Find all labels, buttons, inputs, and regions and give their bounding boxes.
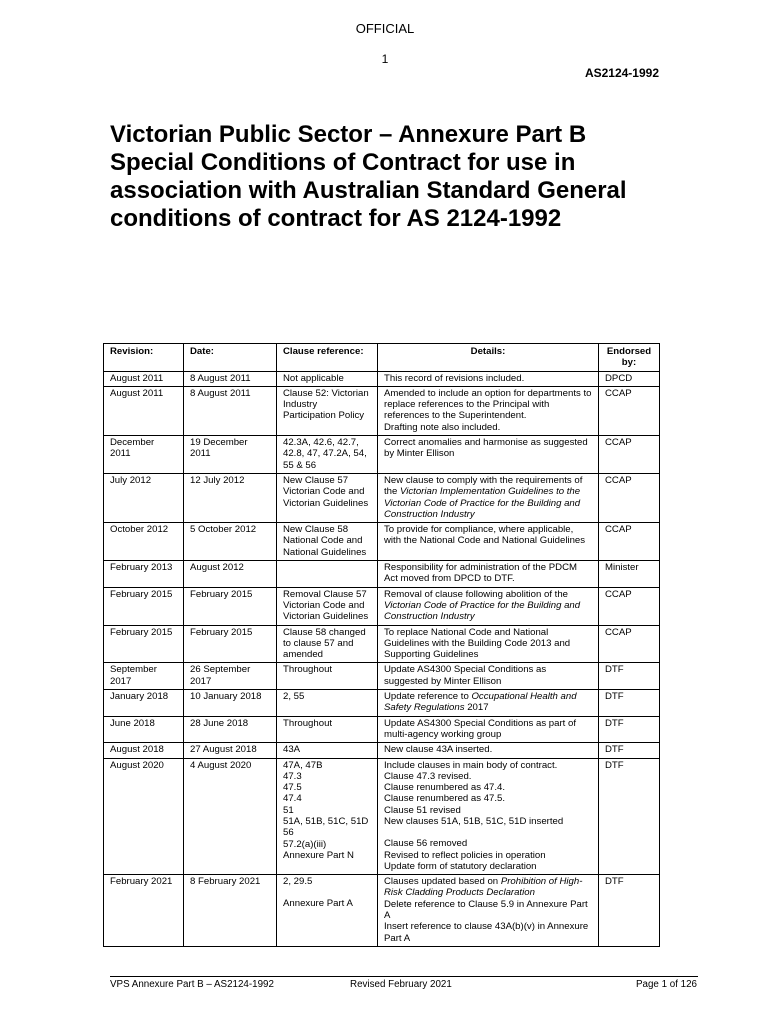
details-text: Correct anomalies and harmonise as suggested by Minter Ellison	[384, 437, 588, 460]
details-line: Update form of statutory declaration	[384, 860, 537, 872]
details-cell	[378, 473, 599, 522]
table-row	[104, 386, 660, 435]
revision-cell: January 2018	[104, 690, 184, 717]
details-text: This record of revisions included.	[384, 372, 525, 384]
clause-reference-cell	[277, 523, 378, 561]
endorsed-by-cell: CCAP	[599, 436, 660, 474]
revision-cell: February 2015	[104, 587, 184, 625]
table-row	[104, 716, 660, 743]
revision-cell: August 2011	[104, 371, 184, 386]
details-cell	[378, 386, 599, 435]
column-header-date: Date:	[184, 344, 277, 372]
details-cell	[378, 625, 599, 663]
details-paragraph	[384, 373, 592, 384]
details-line: Clause renumbered as 47.4.	[384, 782, 506, 794]
clause-reference-cell	[277, 690, 378, 717]
clause-reference-cell	[277, 716, 378, 743]
date-cell: 8 August 2011	[184, 371, 277, 386]
details-text: New clause 43A inserted.	[384, 744, 493, 756]
table-row	[104, 758, 660, 875]
date-cell: February 2015	[184, 587, 277, 625]
details-line: Clause 47.3 revised.	[384, 770, 472, 782]
details-paragraph	[384, 744, 592, 755]
clause-reference-line: 47.5	[283, 782, 302, 794]
table-row	[104, 561, 660, 588]
date-cell: 10 January 2018	[184, 690, 277, 717]
details-text: Update AS4300 Special Conditions as suggested by Minter Ellison	[384, 664, 547, 687]
details-line: Include clauses in main body of contract.	[384, 759, 558, 771]
date-cell: 28 June 2018	[184, 716, 277, 743]
date-cell: August 2012	[184, 561, 277, 588]
footer-page-count: Page 1 of 126	[635, 979, 697, 990]
details-paragraph	[384, 664, 592, 687]
table-row	[104, 371, 660, 386]
details-text: 2017	[464, 702, 489, 714]
table-row	[104, 625, 660, 663]
revision-history-table	[103, 343, 660, 947]
details-paragraph	[384, 562, 592, 585]
table-row	[104, 875, 660, 947]
clause-reference-cell	[277, 436, 378, 474]
details-cell	[378, 875, 599, 947]
date-cell: 12 July 2012	[184, 473, 277, 522]
clause-reference-line: 47.4	[283, 793, 302, 805]
page-number: 1	[381, 52, 389, 66]
details-text: To replace National Code and National Guidelines with the Building Code 2013 and Supporting Guidelines	[384, 626, 571, 661]
details-text: New clause to comply with the requirements of the	[384, 474, 583, 498]
endorsed-by-cell: CCAP	[599, 473, 660, 522]
details-line: Revised to reflect policies in operation	[384, 849, 546, 861]
column-header-clause-reference: Clause reference:	[277, 344, 378, 372]
details-text: Update reference to	[384, 691, 472, 703]
document-reference: AS2124-1992	[584, 66, 659, 80]
clause-reference-cell	[277, 386, 378, 435]
footer-document-name: VPS Annexure Part B – AS2124-1992	[110, 979, 274, 990]
table-row	[104, 473, 660, 522]
revision-cell: February 2015	[104, 625, 184, 663]
document-title: Victorian Public Sector – Annexure Part B Special Conditions of Contract for use in association with Australian Standard General conditions of contract for AS 2124-1992	[110, 121, 627, 232]
clause-reference-cell	[277, 758, 378, 875]
table-row	[104, 587, 660, 625]
details-line	[384, 827, 592, 838]
clause-reference-line: Clause 58 changed to clause 57 and amended	[283, 626, 366, 661]
clause-reference-line: 51	[283, 804, 294, 816]
table-row	[104, 743, 660, 758]
table-row	[104, 436, 660, 474]
date-cell: 8 August 2011	[184, 386, 277, 435]
date-cell: 8 February 2021	[184, 875, 277, 947]
details-paragraph	[384, 589, 592, 623]
footer-divider	[110, 976, 698, 977]
revision-cell: July 2012	[104, 473, 184, 522]
details-paragraph	[384, 475, 592, 520]
clause-reference-cell	[277, 473, 378, 522]
table-header-row	[104, 344, 660, 372]
date-cell: February 2015	[184, 625, 277, 663]
table-row	[104, 523, 660, 561]
endorsed-by-cell: CCAP	[599, 386, 660, 435]
clause-reference-line: 57.2(a)(iii)	[283, 838, 327, 850]
details-paragraph	[384, 691, 592, 714]
details-line: Delete reference to Clause 5.9 in Annexure Part A	[384, 898, 588, 922]
endorsed-by-cell: CCAP	[599, 523, 660, 561]
details-cell	[378, 561, 599, 588]
endorsed-by-cell: DTF	[599, 663, 660, 690]
column-header-details: Details:	[378, 344, 599, 372]
details-text: To provide for compliance, where applicable, with the National Code and National Guidelines	[384, 524, 586, 547]
details-text: Victorian Implementation Guidelines to the Victorian Code of Practice for the Building and Construction Industry	[384, 486, 581, 520]
details-cell	[378, 743, 599, 758]
endorsed-by-cell: DTF	[599, 743, 660, 758]
clause-reference-line: New Clause 58 National Code and National Guidelines	[283, 524, 367, 558]
clause-reference-line: Annexure Part A	[283, 898, 353, 910]
details-line: Amended to include an option for departments to replace references to the Principal with references to the Superintendent.	[384, 387, 592, 422]
clause-reference-line: 2, 29.5	[283, 876, 313, 888]
endorsed-by-cell: Minister	[599, 561, 660, 588]
footer-revision-date: Revised February 2021	[350, 979, 452, 990]
clause-reference-cell	[277, 587, 378, 625]
column-header-revision: Revision:	[104, 344, 184, 372]
classification-label: OFFICIAL	[355, 21, 415, 36]
details-cell	[378, 758, 599, 875]
details-paragraph	[384, 876, 592, 899]
clause-reference-line: 56	[283, 827, 294, 839]
column-header-endorsed-by: Endorsed by:	[599, 344, 660, 372]
date-cell: 19 December 2011	[184, 436, 277, 474]
table-body	[104, 371, 660, 946]
revision-cell: August 2018	[104, 743, 184, 758]
details-cell	[378, 690, 599, 717]
details-text: Update AS4300 Special Conditions as part of multi-agency working group	[384, 717, 577, 740]
details-text: Clauses updated based on	[384, 876, 501, 888]
revision-cell: August 2020	[104, 758, 184, 875]
clause-reference-line: Removal Clause 57 Victorian Code and Victorian Guidelines	[283, 588, 369, 623]
details-cell	[378, 523, 599, 561]
date-cell: 4 August 2020	[184, 758, 277, 875]
endorsed-by-cell: CCAP	[599, 587, 660, 625]
clause-reference-line: 43A	[283, 744, 301, 756]
date-cell: 27 August 2018	[184, 743, 277, 758]
date-cell: 5 October 2012	[184, 523, 277, 561]
revision-cell: February 2013	[104, 561, 184, 588]
details-line: Drafting note also included.	[384, 421, 501, 433]
endorsed-by-cell: DTF	[599, 875, 660, 947]
details-line: Clause 56 removed	[384, 838, 468, 850]
details-line: Clause renumbered as 47.5.	[384, 793, 506, 805]
endorsed-by-cell: CCAP	[599, 625, 660, 663]
clause-reference-line	[283, 887, 371, 898]
clause-reference-line: 47A, 47B	[283, 759, 323, 771]
endorsed-by-cell: DPCD	[599, 371, 660, 386]
endorsed-by-cell: DTF	[599, 716, 660, 743]
details-cell	[378, 371, 599, 386]
clause-reference-cell	[277, 663, 378, 690]
details-text: Prohibition of High-Risk Cladding Products Declaration	[384, 876, 583, 899]
revision-cell: February 2021	[104, 875, 184, 947]
clause-reference-line: Throughout	[283, 664, 333, 676]
details-cell	[378, 663, 599, 690]
revision-cell: October 2012	[104, 523, 184, 561]
clause-reference-cell	[277, 625, 378, 663]
clause-reference-line: Not applicable	[283, 372, 344, 384]
details-line: Clause 51 revised	[384, 804, 461, 816]
revision-cell: December 2011	[104, 436, 184, 474]
clause-reference-line: Annexure Part N	[283, 849, 354, 861]
details-paragraph	[384, 718, 592, 741]
clause-reference-line: 2, 55	[283, 691, 305, 703]
revision-cell: June 2018	[104, 716, 184, 743]
clause-reference-line: 47.3	[283, 770, 302, 782]
revision-cell: August 2011	[104, 386, 184, 435]
clause-reference-line: 42.3A, 42.6, 42.7, 42.8, 47, 47.2A, 54, 55 & 56	[283, 437, 367, 471]
details-line: New clauses 51A, 51B, 51C, 51D inserted	[384, 815, 564, 827]
clause-reference-cell	[277, 875, 378, 947]
revision-cell: September 2017	[104, 663, 184, 690]
details-cell	[378, 587, 599, 625]
date-cell: 26 September 2017	[184, 663, 277, 690]
endorsed-by-cell: DTF	[599, 758, 660, 875]
details-text: Victorian Code of Practice for the Building and Construction Industry	[384, 599, 581, 623]
details-cell	[378, 716, 599, 743]
details-paragraph	[384, 627, 592, 661]
details-text: Occupational Health and Safety Regulations	[384, 691, 577, 714]
clause-reference-cell	[277, 561, 378, 588]
clause-reference-line: Throughout	[283, 717, 333, 729]
details-line: Insert reference to clause 43A(b)(v) in Annexure Part A	[384, 921, 589, 944]
details-text: Removal of clause following abolition of the	[384, 588, 568, 600]
table-row	[104, 690, 660, 717]
table-row	[104, 663, 660, 690]
details-paragraph	[384, 437, 592, 460]
details-cell	[378, 436, 599, 474]
clause-reference-line: 51A, 51B, 51C, 51D	[283, 815, 369, 827]
clause-reference-cell	[277, 743, 378, 758]
details-paragraph	[384, 524, 592, 547]
endorsed-by-cell: DTF	[599, 690, 660, 717]
clause-reference-line: Clause 52: Victorian Industry Participation Policy	[283, 387, 369, 422]
clause-reference-cell	[277, 371, 378, 386]
details-text: Responsibility for administration of the PDCM Act moved from DPCD to DTF.	[384, 562, 578, 585]
clause-reference-line: New Clause 57 Victorian Code and Victorian Guidelines	[283, 474, 369, 509]
